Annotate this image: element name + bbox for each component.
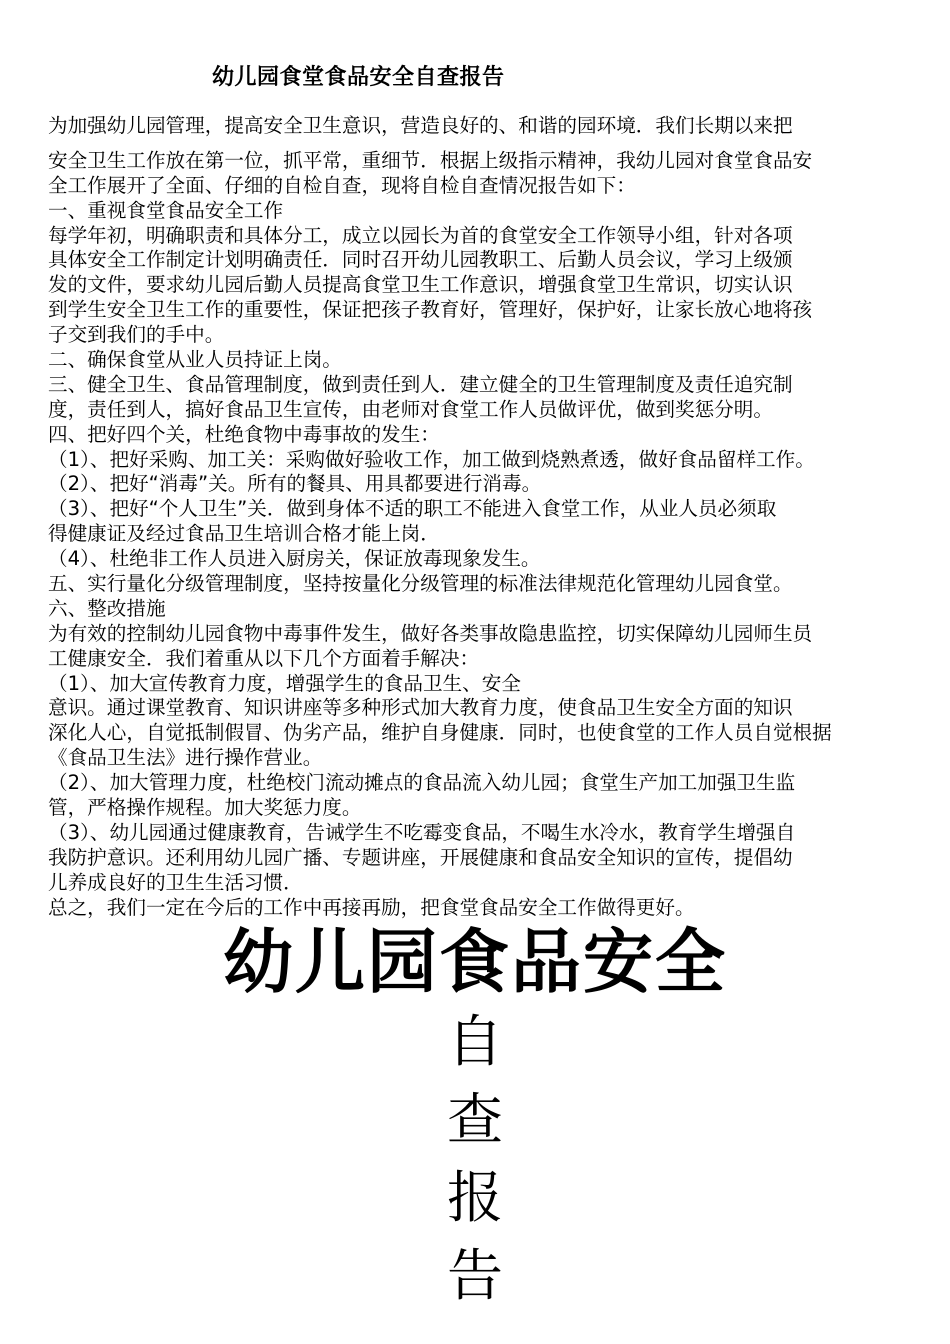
body-line: 全工作展开了全面、仔细的自检自查，现将自检自查情况报告如下： <box>48 173 636 197</box>
list-item: （2）、把好“消毒”关。所有的餐具、用具都要进行消毒。 <box>48 472 542 496</box>
section-heading: 四、把好四个关，杜绝食物中毒事故的发生： <box>48 422 440 446</box>
body-line: 度，责任到人，搞好食品卫生宣传，由老师对食堂工作人员做评优，做到奖惩分明。 <box>48 397 773 421</box>
body-line: 每学年初，明确职责和具体分工，成立以园长为首的食堂安全工作领导小组，针对各项 <box>48 223 793 247</box>
list-item: （3）、把好“个人卫生”关．做到身体不适的职工不能进入食堂工作，从业人员必须取 <box>48 497 777 521</box>
body-line: 发的文件，要求幼儿园后勤人员提高食堂卫生工作意识，增强食堂卫生常识，切实认识 <box>48 273 793 297</box>
body-line: 深化人心，自觉抵制假冒、伪劣产品，维护自身健康．同时，也使食堂的工作人员自觉根据 <box>48 721 832 745</box>
cover-vertical-title <box>0 1004 950 1316</box>
section-heading: 一、重视食堂食品安全工作 <box>48 198 284 222</box>
list-item: （1）、加大宣传教育力度，增强学生的食品卫生、安全 <box>48 671 521 695</box>
body-line: 工健康安全．我们着重从以下几个方面着手解决： <box>48 646 480 670</box>
body-line: 子交到我们的手中。 <box>48 323 225 347</box>
cover-vertical-char: 查 <box>447 1088 503 1153</box>
body-line: 意识。通过课堂教育、知识讲座等多种形式加大教育力度，使食品卫生安全方面的知识 <box>48 696 793 720</box>
list-item: （1）、把好采购、加工关：采购做好验收工作，加工做到烧熟煮透，做好食品留样工作。 <box>48 447 815 471</box>
section-heading: 三、健全卫生、食品管理制度，做到责任到人．建立健全的卫生管理制度及责任追究制 <box>48 372 793 396</box>
document-title: 幼儿园食堂食品安全自查报告 <box>212 65 505 90</box>
cover-vertical-char: 告 <box>447 1244 503 1309</box>
cover-vertical-char: 自 <box>447 1010 503 1075</box>
body-line: 为加强幼儿园管理，提高安全卫生意识，营造良好的、和谐的园环境．我们长期以来把 <box>48 114 793 137</box>
section-heading: 六、整改措施 <box>48 596 166 620</box>
body-line: 《食品卫生法》进行操作营业。 <box>48 746 323 770</box>
report-body <box>48 114 910 921</box>
body-line: 管，严格操作规程。加大奖惩力度。 <box>48 796 362 820</box>
list-item: （4）、杜绝非工作人员进入厨房关，保证放毒现象发生。 <box>48 547 541 571</box>
section-heading: 二、确保食堂从业人员持证上岗。 <box>48 348 342 372</box>
body-line: 安全卫生工作放在第一位，抓平常，重细节．根据上级指示精神，我幼儿园对食堂食品安 <box>48 148 813 172</box>
cover-vertical-char: 报 <box>447 1166 503 1231</box>
list-item: （2）、加大管理力度，杜绝校门流动摊点的食品流入幼儿园；食堂生产加工加强卫生监 <box>48 771 796 795</box>
section-heading: 五、实行量化分级管理制度，坚持按量化分级管理的标准法律规范化管理幼儿园食堂。 <box>48 572 793 596</box>
closing-line: 总之，我们一定在今后的工作中再接再励，把食堂食品安全工作做得更好。 <box>48 895 695 919</box>
cover-title: 幼儿园食品安全 <box>223 921 727 1003</box>
body-line: 得健康证及经过食品卫生培训合格才能上岗． <box>48 522 440 546</box>
body-line: 到学生安全卫生工作的重要性，保证把孩子教育好，管理好，保护好，让家长放心地将孩 <box>48 298 813 322</box>
body-line: 我防护意识。还利用幼儿园广播、专题讲座，开展健康和食品安全知识的宣传，提倡幼 <box>48 845 793 869</box>
list-item: （3）、幼儿园通过健康教育，告诫学生不吃霉变食品，不喝生水冷水，教育学生增强自 <box>48 820 796 844</box>
body-line: 为有效的控制幼儿园食物中毒事件发生，做好各类事故隐患监控，切实保障幼儿园师生员 <box>48 621 813 645</box>
body-line: 具体安全工作制定计划明确责任．同时召开幼儿园教职工、后勤人员会议，学习上级颁 <box>48 248 793 272</box>
body-line: 儿养成良好的卫生生活习惯． <box>48 870 303 894</box>
